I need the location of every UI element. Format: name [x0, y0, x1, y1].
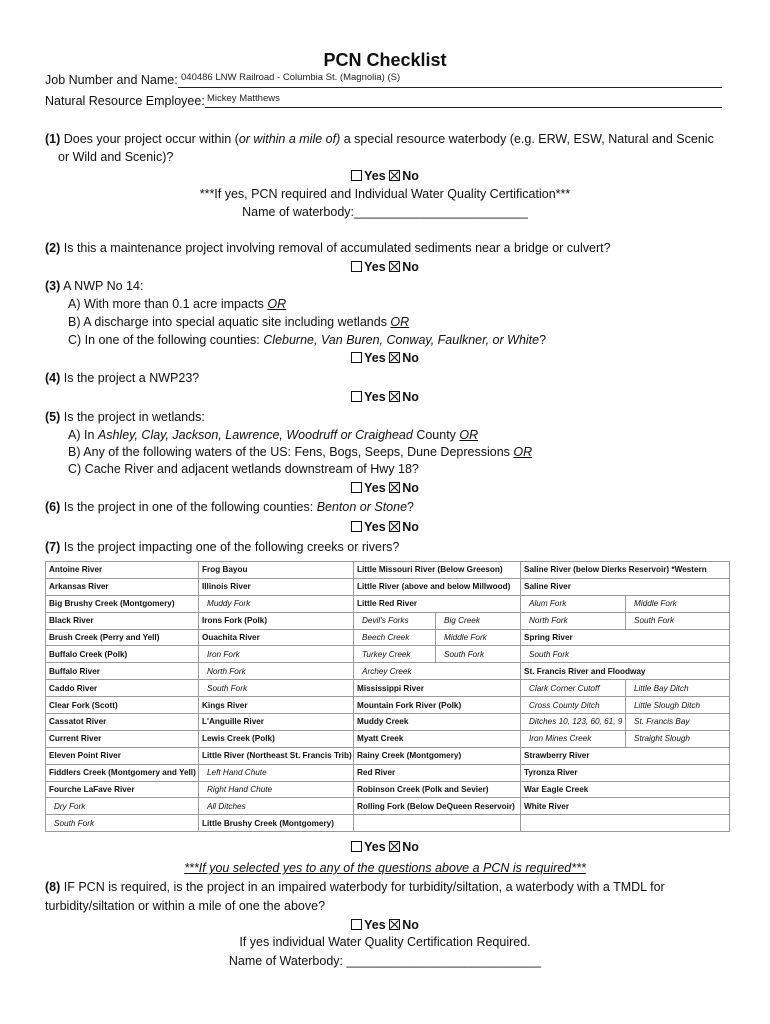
employee-label: Natural Resource Employee: — [45, 94, 205, 108]
question-3 — [45, 279, 143, 293]
table-row — [46, 781, 730, 798]
q2-yes-checkbox[interactable] — [351, 261, 362, 272]
river-cell: South Fork — [436, 646, 521, 663]
question-6 — [45, 500, 414, 514]
table-row — [46, 663, 730, 680]
table-row — [46, 646, 730, 663]
table-row — [46, 595, 730, 612]
q5-c: C) Cache River and adjacent wetlands downstream of Hwy 18? — [68, 462, 419, 476]
river-cell: Beech Creek — [354, 629, 436, 646]
q3-yes-checkbox[interactable] — [351, 352, 362, 363]
river-cell: Cassatot River — [46, 714, 199, 731]
river-cell: Dry Fork — [46, 798, 199, 815]
rivers-table — [45, 561, 730, 832]
q5-num: (5) — [45, 410, 61, 424]
q1-text-italic: or within a mile of) — [238, 132, 341, 146]
q3-b-text: B) A discharge into special aquatic site including wetlands — [68, 315, 391, 329]
table-row — [46, 578, 730, 595]
river-cell: Kings River — [199, 697, 354, 714]
river-cell: Big Brushy Creek (Montgomery) — [46, 595, 199, 612]
river-cell: Iron Fork — [199, 646, 354, 663]
q3-c-text: C) In one of the following counties: — [68, 333, 264, 347]
table-row — [46, 697, 730, 714]
q3-c — [68, 333, 546, 347]
river-cell: Muddy Fork — [199, 595, 354, 612]
no-label: No — [402, 351, 419, 365]
q6-text: Is the project in one of the following counties: — [60, 500, 317, 514]
q7-yes-no — [0, 840, 770, 854]
q7-num: (7) — [45, 540, 61, 554]
river-cell: Fourche LaFave River — [46, 781, 199, 798]
yes-label: Yes — [364, 351, 386, 365]
q8-yes-no — [0, 918, 770, 932]
q5-a-text: A) In — [68, 428, 98, 442]
river-cell: Archey Creek — [354, 663, 521, 680]
q1-no-checkbox[interactable] — [389, 170, 400, 181]
river-cell: Little Brushy Creek (Montgomery) — [199, 815, 354, 832]
question-5 — [45, 410, 205, 424]
q4-no-checkbox[interactable] — [389, 391, 400, 402]
q8-text-2: turbidity/siltation or within a mile of one the above? — [45, 899, 326, 913]
yes-label: Yes — [364, 840, 386, 854]
q6-end: ? — [407, 500, 414, 514]
job-label: Job Number and Name: — [45, 73, 178, 87]
table-row — [46, 764, 730, 781]
river-cell: Brush Creek (Perry and Yell) — [46, 629, 199, 646]
table-row — [46, 815, 730, 832]
river-cell: Devil's Forks — [354, 612, 436, 629]
q5-b-or: OR — [513, 445, 533, 459]
river-cell: Eleven Point River — [46, 747, 199, 764]
pcn-required-note: ***If you selected yes to any of the questions above a PCN is required*** — [184, 861, 586, 875]
river-cell: Buffalo River — [46, 663, 199, 680]
river-cell: Turkey Creek — [354, 646, 436, 663]
river-cell: Irons Fork (Polk) — [199, 612, 354, 629]
q5-no-checkbox[interactable] — [389, 482, 400, 493]
yes-label: Yes — [364, 260, 386, 274]
river-cell: Little River (above and below Millwood) — [354, 578, 521, 595]
river-cell: Clark Corner Cutoff — [521, 680, 626, 697]
q6-yes-checkbox[interactable] — [351, 521, 362, 532]
job-field[interactable]: 040486 LNW Railroad - Columbia St. (Magnolia) (S) — [181, 72, 401, 83]
q5-a-end: County — [412, 428, 460, 442]
river-cell: Little River (Northeast St. Francis Trib) — [199, 747, 354, 764]
q6-counties: Benton or Stone — [316, 500, 408, 514]
q5-a — [68, 428, 478, 442]
q6-num: (6) — [45, 500, 61, 514]
river-cell: Lewis Creek (Polk) — [199, 730, 354, 747]
river-cell — [521, 815, 730, 832]
river-cell: Illinois River — [199, 578, 354, 595]
q3-num: (3) — [45, 279, 61, 293]
river-cell: Frog Bayou — [199, 562, 354, 579]
river-cell: Myatt Creek — [354, 730, 521, 747]
q4-yes-checkbox[interactable] — [351, 391, 362, 402]
q1-num: (1) — [45, 132, 61, 146]
river-cell: Saline River — [521, 578, 730, 595]
table-row — [46, 612, 730, 629]
river-cell: Current River — [46, 730, 199, 747]
river-cell: War Eagle Creek — [521, 781, 730, 798]
river-cell: Little Missouri River (Below Greeson) — [354, 562, 521, 579]
q3-c-counties: Cleburne, Van Buren, Conway, Faulkner, or White — [263, 333, 540, 347]
river-cell: Little Bay Ditch — [626, 680, 730, 697]
river-cell: Strawberry River — [521, 747, 730, 764]
q8-num: (8) — [45, 880, 61, 894]
no-label: No — [402, 260, 419, 274]
q3-a-or: OR — [267, 297, 287, 311]
river-cell: Mountain Fork River (Polk) — [354, 697, 521, 714]
river-cell: Buffalo Creek (Polk) — [46, 646, 199, 663]
river-cell: Ouachita River — [199, 629, 354, 646]
river-cell: Robinson Creek (Polk and Sevier) — [354, 781, 521, 798]
river-cell: Little Red River — [354, 595, 521, 612]
river-cell — [354, 815, 521, 832]
page-title: PCN Checklist — [323, 50, 447, 70]
yes-label: Yes — [364, 390, 386, 404]
q5-b-text: B) Any of the following waters of the US: Fens, Bogs, Seeps, Dune Depressions — [68, 445, 514, 459]
river-cell: Clear Fork (Scott) — [46, 697, 199, 714]
q3-text: A NWP No 14: — [60, 279, 144, 293]
yes-label: Yes — [364, 520, 386, 534]
river-cell: Middle Fork — [626, 595, 730, 612]
no-label: No — [402, 918, 419, 932]
q6-no-checkbox[interactable] — [389, 521, 400, 532]
river-cell: North Fork — [199, 663, 354, 680]
river-cell: St. Francis River and Floodway — [521, 663, 730, 680]
q6-yes-no — [0, 520, 770, 534]
q8-note: If yes individual Water Quality Certification Required. — [239, 935, 531, 949]
question-1 — [45, 132, 714, 146]
q4-num: (4) — [45, 371, 61, 385]
table-row — [46, 714, 730, 731]
river-cell: Big Creek — [436, 612, 521, 629]
river-cell: Iron Mines Creek — [521, 730, 626, 747]
river-cell: Black River — [46, 612, 199, 629]
river-cell: Rainy Creek (Montgomery) — [354, 747, 521, 764]
q5-text: Is the project in wetlands: — [60, 410, 205, 424]
river-cell: Alum Fork — [521, 595, 626, 612]
q4-text: Is the project a NWP23? — [60, 371, 200, 385]
q8-yes-checkbox[interactable] — [351, 919, 362, 930]
table-row — [46, 798, 730, 815]
river-cell: Tyronza River — [521, 764, 730, 781]
river-cell: Mississippi River — [354, 680, 521, 697]
river-cell: South Fork — [626, 612, 730, 629]
q3-yes-no — [0, 351, 770, 365]
q1-text-2: or Wild and Scenic)? — [58, 150, 174, 164]
no-label: No — [402, 169, 419, 183]
river-cell: North Fork — [521, 612, 626, 629]
q4-yes-no — [0, 390, 770, 404]
river-cell: Muddy Creek — [354, 714, 521, 731]
q3-b — [68, 315, 409, 329]
river-cell: Spring River — [521, 629, 730, 646]
q8-waterbody: Name of Waterbody: ____________________________ — [228, 954, 542, 968]
table-row — [46, 629, 730, 646]
river-cell: Ditches 10, 123, 60, 61, 9 — [521, 714, 626, 731]
q3-no-checkbox[interactable] — [389, 352, 400, 363]
table-row — [46, 730, 730, 747]
q7-no-checkbox[interactable] — [389, 841, 400, 852]
river-cell: Right Hand Chute — [199, 781, 354, 798]
river-cell: All Ditches — [199, 798, 354, 815]
no-label: No — [402, 390, 419, 404]
q1-waterbody: Name of waterbody:_________________________ — [242, 205, 528, 219]
q2-yes-no — [0, 260, 770, 274]
q2-no-checkbox[interactable] — [389, 261, 400, 272]
river-cell: Middle Fork — [436, 629, 521, 646]
table-row — [46, 747, 730, 764]
q5-yes-no — [0, 481, 770, 495]
q5-yes-checkbox[interactable] — [351, 482, 362, 493]
river-cell: Straight Slough — [626, 730, 730, 747]
river-cell: South Fork — [521, 646, 730, 663]
q1-yes-checkbox[interactable] — [351, 170, 362, 181]
river-cell: South Fork — [46, 815, 199, 832]
river-cell: L'Anguille River — [199, 714, 354, 731]
river-cell: White River — [521, 798, 730, 815]
question-4 — [45, 371, 199, 385]
q5-a-counties: Ashley, Clay, Jackson, Lawrence, Woodruff or Craighead — [97, 428, 413, 442]
q1-note: ***If yes, PCN required and Individual Water Quality Certification*** — [199, 187, 571, 201]
yes-label: Yes — [364, 918, 386, 932]
river-cell: Left Hand Chute — [199, 764, 354, 781]
no-label: No — [402, 840, 419, 854]
question-8 — [45, 880, 665, 894]
river-cell: Rolling Fork (Below DeQueen Reservoir) — [354, 798, 521, 815]
employee-line — [205, 106, 722, 108]
river-cell: Arkansas River — [46, 578, 199, 595]
q1-text-rest: a special resource waterbody (e.g. ERW, ESW, Natural and Scenic — [340, 132, 714, 146]
q1-yes-no — [0, 169, 770, 183]
employee-field[interactable]: Mickey Matthews — [207, 93, 280, 104]
question-7 — [45, 540, 399, 554]
no-label: No — [402, 481, 419, 495]
q1-text: Does your project occur within ( — [60, 132, 239, 146]
yes-label: Yes — [364, 169, 386, 183]
river-cell: Caddo River — [46, 680, 199, 697]
yes-label: Yes — [364, 481, 386, 495]
no-label: No — [402, 520, 419, 534]
q8-no-checkbox[interactable] — [389, 919, 400, 930]
river-cell: Little Slough Ditch — [626, 697, 730, 714]
q3-b-or: OR — [390, 315, 410, 329]
river-cell: South Fork — [199, 680, 354, 697]
table-row — [46, 562, 730, 579]
river-cell: Saline River (below Dierks Reservoir) *Western — [521, 562, 730, 579]
q5-a-or: OR — [459, 428, 479, 442]
q7-yes-checkbox[interactable] — [351, 841, 362, 852]
q3-a — [68, 297, 286, 311]
river-cell: Antoine River — [46, 562, 199, 579]
job-line — [178, 86, 722, 88]
q7-text: Is the project impacting one of the following creeks or rivers? — [60, 540, 400, 554]
river-cell: St. Francis Bay — [626, 714, 730, 731]
q2-text: Is this a maintenance project involving removal of accumulated sediments near a bridge or culvert? — [60, 241, 611, 255]
q2-num: (2) — [45, 241, 61, 255]
q3-c-end: ? — [539, 333, 547, 347]
q3-a-text: A) With more than 0.1 acre impacts — [68, 297, 268, 311]
river-cell: Fiddlers Creek (Montgomery and Yell) — [46, 764, 199, 781]
question-2 — [45, 241, 611, 255]
q5-b — [68, 445, 532, 459]
river-cell: Cross County Ditch — [521, 697, 626, 714]
q8-text: IF PCN is required, is the project in an impaired waterbody for turbidity/siltation, a waterbody with a TMDL for — [60, 880, 665, 894]
river-cell: Red River — [354, 764, 521, 781]
table-row — [46, 680, 730, 697]
